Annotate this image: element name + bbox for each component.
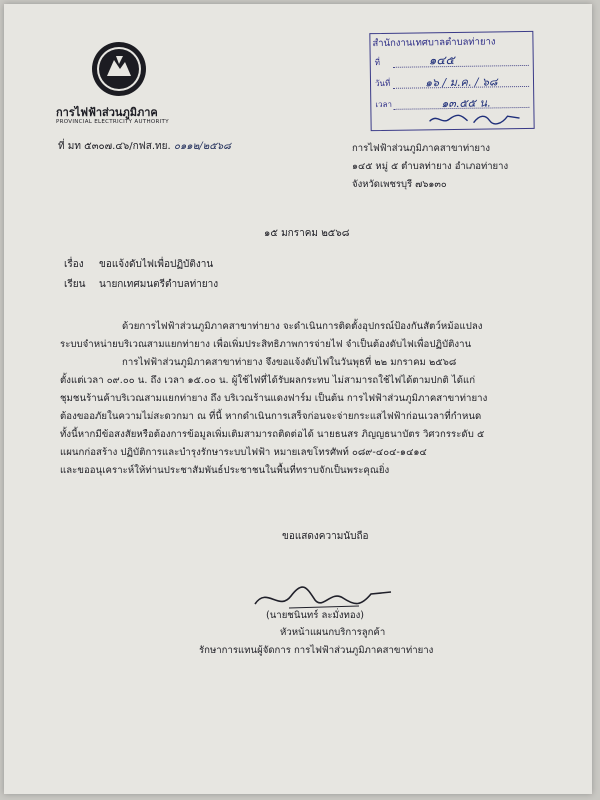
recipient-label: เรียน bbox=[64, 279, 86, 290]
stamp-no-value: ๑๔๕ bbox=[428, 52, 455, 68]
sender-address-line3: จังหวัดเพชรบุรี ๗๖๑๓๐ bbox=[352, 179, 447, 190]
signatory-acting-position: รักษาการแทนผู้จัดการ การไฟฟ้าส่วนภูมิภาคสาขาท่ายาง bbox=[199, 645, 434, 656]
subject-text: ขอแจ้งดับไฟเพื่อปฏิบัติงาน bbox=[99, 259, 214, 270]
body-line-4: ตั้งแต่เวลา ๐๙.๐๐ น. ถึง เวลา ๑๕.๐๐ น. ผู้ใช้ไฟที่ได้รับผลกระทบ ไม่สามารถใช้ไฟได้ตามปกติ ได้แก่ bbox=[60, 375, 476, 386]
stamp-no-label: ที่ bbox=[374, 58, 381, 68]
body-line-6: ต้องขออภัยในความไม่สะดวกมา ณ ที่นี้ หากดำเนินการเสร็จก่อนจะจ่ายกระแสไฟฟ้าก่อนเวลาที่กำหนด bbox=[60, 411, 482, 422]
document-number-handwritten: ๐๑๑๒/๒๕๖๘ bbox=[173, 141, 231, 152]
signatory-position: หัวหน้าแผนกบริการลูกค้า bbox=[280, 627, 386, 638]
receipt-stamp bbox=[369, 31, 534, 131]
signatory-name: (นายชนินทร์ ละมั่งทอง) bbox=[266, 610, 365, 621]
pea-logo bbox=[90, 40, 148, 98]
body-line-5: ชุมชนร้านค้าบริเวณสามแยกท่ายาง ถึง บริเวณร้านแดงฟาร์ม เป็นต้น การไฟฟ้าส่วนภูมิภาคสาขาท่ายาง bbox=[60, 393, 488, 404]
recipient-text: นายกเทศมนตรีตำบลท่ายาง bbox=[99, 279, 219, 290]
letter-date: ๑๕ มกราคม ๒๕๖๘ bbox=[264, 228, 350, 239]
org-name-english: PROVINCIAL ELECTRICITY AUTHORITY bbox=[56, 119, 169, 125]
body-line-3: การไฟฟ้าส่วนภูมิภาคสาขาท่ายาง จึงขอแจ้งดับไฟในวันพุธที่ ๒๒ มกราคม ๒๕๖๘ bbox=[122, 357, 457, 368]
stamp-time-label: เวลา bbox=[375, 99, 393, 110]
letter-page bbox=[4, 4, 592, 794]
org-name-thai: การไฟฟ้าส่วนภูมิภาค bbox=[56, 106, 158, 119]
sender-address-line1: การไฟฟ้าส่วนภูมิภาคสาขาท่ายาง bbox=[352, 143, 490, 154]
document-number bbox=[58, 139, 231, 154]
stamp-receiver-signature bbox=[425, 110, 525, 127]
body-line-1: ด้วยการไฟฟ้าส่วนภูมิภาคสาขาท่ายาง จะดำเนินการติดตั้งอุปกรณ์ป้องกันสัตว์หม้อแปลง bbox=[122, 321, 483, 332]
body-line-7: ทั้งนี้หากมีข้อสงสัยหรือต้องการข้อมูลเพิ่มเติมสามารถติดต่อได้ นายธนสร ภิญญธนาบัตร วิศวกรระดับ ๕ bbox=[60, 429, 485, 440]
stamp-title: สำนักงานเทศบาลตำบลท่ายาง bbox=[372, 36, 496, 50]
body-line-9: และขออนุเคราะห์ให้ท่านประชาสัมพันธ์ประชาชนในพื้นที่ทราบจักเป็นพระคุณยิ่ง bbox=[60, 465, 390, 476]
stamp-no-line bbox=[393, 65, 529, 68]
stamp-date-value: ๑๖ / ม.ค. / ๖๘ bbox=[424, 75, 498, 90]
closing-phrase: ขอแสดงความนับถือ bbox=[282, 531, 369, 542]
stamp-time-value: ๑๓.๕๕ น. bbox=[441, 96, 491, 111]
body-line-2: ระบบจำหน่ายบริเวณสามแยกท่ายาง เพื่อเพิ่มประสิทธิภาพการจ่ายไฟ จำเป็นต้องดับไฟเพื่อปฏิบัติงาน bbox=[60, 339, 472, 350]
subject-label: เรื่อง bbox=[64, 259, 84, 270]
sender-address-line2: ๑๔๕ หมู่ ๕ ตำบลท่ายาง อำเภอท่ายาง bbox=[352, 161, 509, 172]
body-line-8: แผนกก่อสร้าง ปฏิบัติการและบำรุงรักษาระบบไฟฟ้า หมายเลขโทรศัพท์ ๐๘๙-๔๐๔-๑๔๑๔ bbox=[60, 447, 427, 458]
stamp-date-label: วันที่ bbox=[374, 78, 391, 89]
document-number-prefix: ที่ มท ๕๓๐๗.๔๖/กฟส.ทย. bbox=[58, 141, 174, 152]
